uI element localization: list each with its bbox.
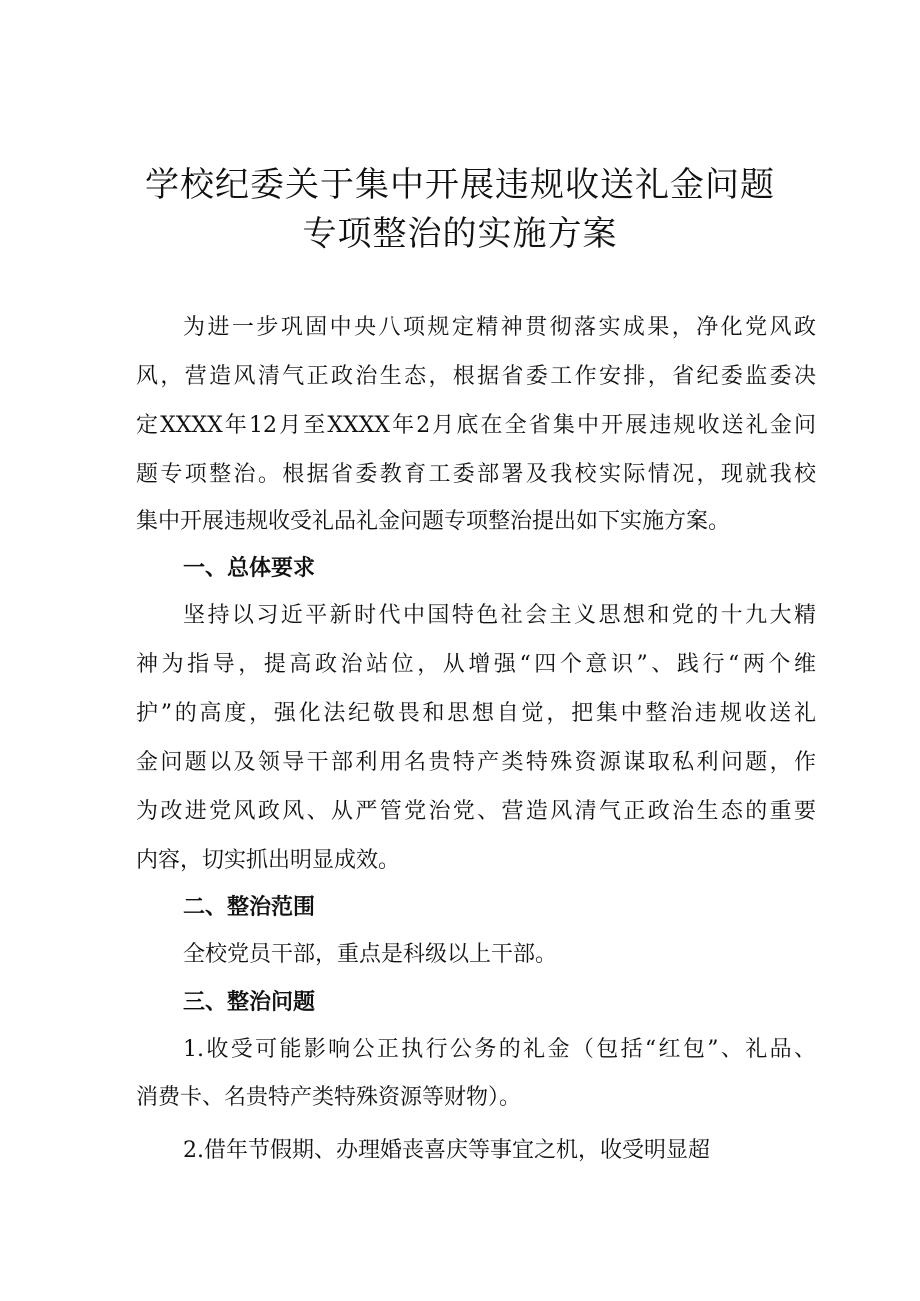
section-2-heading: 二、整治范围 bbox=[183, 895, 316, 920]
section-2-line-1: 全校党员干部，重点是科级以上干部。 bbox=[183, 942, 558, 967]
section-3-heading: 三、整治问题 bbox=[183, 990, 316, 1015]
intro-line-1: 为进一步巩固中央八项规定精神贯彻落实成果，净化党风政 bbox=[183, 315, 816, 340]
intro-line-4: 题专项整治。根据省委教育工委部署及我校实际情况，现就我校 bbox=[136, 462, 816, 487]
section-1-line-1: 坚持以习近平新时代中国特色社会主义思想和党的十九大精 bbox=[183, 603, 816, 628]
section-1-heading: 一、总体要求 bbox=[183, 556, 316, 581]
item-1-line-2: 消费卡、名贵特产类特殊资源等财物）。 bbox=[136, 1085, 522, 1110]
intro-line-2: 风，营造风清气正政治生态，根据省委工作安排，省纪委监委决 bbox=[136, 364, 816, 389]
section-1-line-4: 金问题以及领导干部利用名贵特产类特殊资源谋取私利问题，作 bbox=[136, 750, 816, 775]
item-2-line-1: 2.借年节假期、办理婚丧喜庆等事宜之机，收受明显超 bbox=[183, 1138, 710, 1163]
item-1-line-1: 1.收受可能影响公正执行公务的礼金（包括“红包”、礼品、 bbox=[183, 1037, 816, 1062]
section-1-line-2: 神为指导，提高政治站位，从增强“四个意识”、践行“两个维 bbox=[136, 652, 816, 677]
document-title-line-2: 专项整治的实施方案 bbox=[302, 214, 618, 254]
intro-line-3: 定XXXX年12月至XXXX年2月底在全省集中开展违规收送礼金问 bbox=[136, 413, 816, 438]
section-1-line-3: 护”的高度，强化法纪敬畏和思想自觉，把集中整治违规收送礼 bbox=[136, 701, 816, 726]
section-1-line-5: 为改进党风政风、从严管党治党、营造风清气正政治生态的重要 bbox=[136, 799, 816, 824]
intro-line-5: 集中开展违规收受礼品礼金问题专项整治提出如下实施方案。 bbox=[136, 509, 731, 534]
document-title-line-1: 学校纪委关于集中开展违规收送礼金问题 bbox=[145, 165, 775, 205]
section-1-line-6: 内容，切实抓出明显成效。 bbox=[136, 848, 401, 873]
